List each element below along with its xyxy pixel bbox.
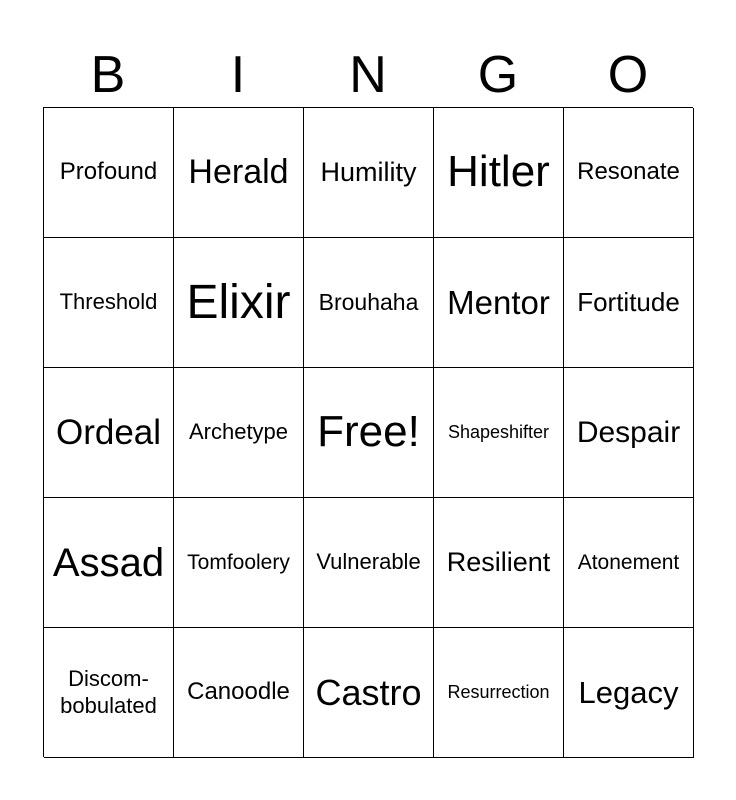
- bingo-cell-text: Herald: [188, 153, 289, 192]
- bingo-cell-text: Shapeshifter: [447, 421, 550, 442]
- bingo-cell[interactable]: [174, 628, 304, 758]
- bingo-cell-text: Resurrection: [447, 681, 550, 702]
- bingo-card: [43, 107, 693, 757]
- bingo-cell-text: Resonate: [577, 158, 680, 186]
- bingo-cell[interactable]: [174, 108, 304, 238]
- header-letter-b: B: [90, 46, 126, 104]
- bingo-cell-text: Profound: [59, 158, 158, 186]
- header-letter-o: O: [607, 46, 649, 104]
- bingo-header: [43, 44, 693, 106]
- bingo-cell[interactable]: [304, 498, 434, 628]
- bingo-cell[interactable]: [434, 108, 564, 238]
- bingo-cell-text: Assad: [52, 540, 165, 585]
- bingo-cell[interactable]: [304, 108, 434, 238]
- bingo-cell-text: Humility: [320, 157, 417, 188]
- bingo-cell[interactable]: [564, 368, 694, 498]
- bingo-cell[interactable]: [174, 498, 304, 628]
- bingo-cell[interactable]: [44, 108, 174, 238]
- bingo-cell[interactable]: [44, 368, 174, 498]
- bingo-cell-text: Legacy: [578, 674, 679, 710]
- bingo-cell[interactable]: [564, 238, 694, 368]
- bingo-cell[interactable]: [304, 628, 434, 758]
- bingo-cell-text: Despair: [576, 415, 681, 449]
- bingo-cell-text: Hitler: [447, 147, 550, 197]
- bingo-cell[interactable]: [434, 238, 564, 368]
- bingo-cell-text: Free!: [317, 407, 420, 457]
- bingo-cell-text: Resilient: [446, 547, 551, 578]
- bingo-cell-text: Mentor: [447, 283, 550, 321]
- bingo-cell-text: Threshold: [59, 289, 158, 315]
- bingo-cell-text: Atonement: [577, 550, 680, 574]
- bingo-cell[interactable]: [304, 238, 434, 368]
- bingo-cell-text: Canoodle: [187, 678, 290, 706]
- bingo-cell-text: Elixir: [186, 275, 291, 329]
- bingo-cell[interactable]: [564, 628, 694, 758]
- bingo-cell-text: Archetype: [188, 419, 289, 445]
- bingo-cell[interactable]: [44, 498, 174, 628]
- bingo-cell[interactable]: [44, 238, 174, 368]
- bingo-cell[interactable]: [174, 368, 304, 498]
- bingo-cell-text: Tomfoolery: [187, 550, 290, 574]
- bingo-cell-text: Castro: [315, 671, 422, 713]
- bingo-cell[interactable]: [564, 108, 694, 238]
- bingo-cell[interactable]: [434, 628, 564, 758]
- bingo-cell-text: Brouhaha: [318, 288, 419, 315]
- bingo-cell[interactable]: [434, 368, 564, 498]
- bingo-cell-text: Vulnerable: [316, 549, 421, 575]
- bingo-cell-text: Ordeal: [55, 412, 162, 452]
- header-letter-n: N: [349, 46, 387, 104]
- bingo-cell-text: Discom- bobulated: [60, 666, 157, 718]
- header-letter-i: I: [230, 46, 246, 104]
- header-letter-g: G: [477, 46, 519, 104]
- bingo-cell[interactable]: [564, 498, 694, 628]
- bingo-cell[interactable]: [44, 628, 174, 758]
- bingo-cell-text: Fortitude: [577, 286, 680, 317]
- bingo-cell[interactable]: [434, 498, 564, 628]
- bingo-cell[interactable]: [174, 238, 304, 368]
- bingo-cell[interactable]: [304, 368, 434, 498]
